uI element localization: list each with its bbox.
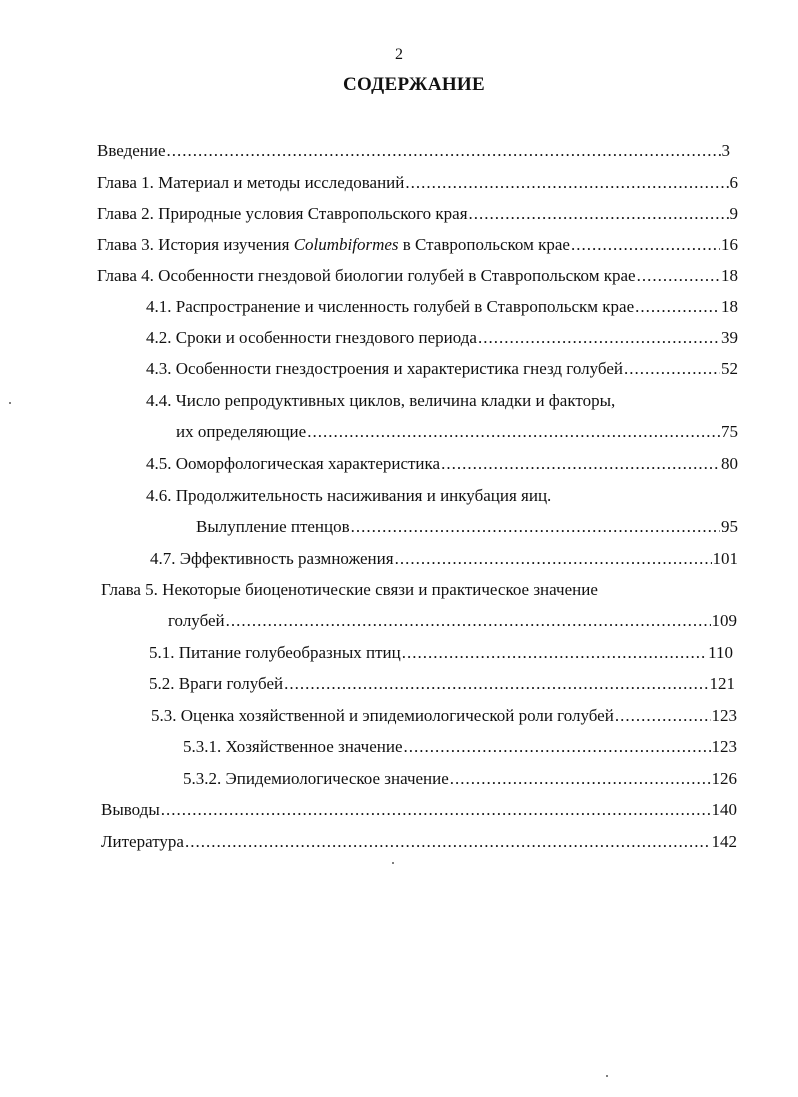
dot-leader	[635, 296, 720, 318]
toc-entry-page: 18	[721, 266, 738, 285]
toc-entry-section-4-4-line-1[interactable]: 4.4. Число репродуктивных циклов, величина кладки и факторы,	[146, 391, 616, 410]
toc-entry-section-5-1[interactable]	[149, 642, 733, 664]
toc-entry-label: их определяющие	[176, 422, 307, 441]
toc-entry-section-4-4[interactable]	[176, 421, 738, 443]
dot-leader	[167, 140, 721, 162]
dot-leader	[441, 453, 720, 475]
toc-entry-label: 4.2. Сроки и особенности гнездового периода	[146, 328, 477, 347]
dot-leader	[284, 673, 708, 695]
toc-entry-label: Выводы	[101, 800, 160, 819]
toc-entry-label: Литература	[101, 832, 184, 851]
dot-leader	[185, 831, 711, 853]
toc-entry-section-5-2[interactable]	[149, 673, 735, 695]
toc-entry-page: 39	[721, 328, 738, 347]
toc-entry-label-pre: Глава 3. История изучения	[97, 235, 294, 254]
toc-entry-label-post: в Ставропольском крае	[398, 235, 570, 254]
scan-speck	[606, 1075, 608, 1077]
toc-entry-page: 80	[721, 454, 738, 473]
toc-entry-label: 4.5. Ооморфологическая характеристика	[146, 454, 441, 473]
toc-entry-page: 140	[711, 800, 737, 819]
toc-entry-section-4-7[interactable]	[150, 548, 738, 570]
toc-entry-section-4-3[interactable]	[146, 358, 738, 380]
toc-entry-label: 4.1. Распространение и численность голубей в Ставропольскм крае	[146, 297, 635, 316]
toc-entry-label: 5.3.1. Хозяйственное значение	[183, 737, 403, 756]
dot-leader	[478, 327, 720, 349]
toc-entry-page: 3	[721, 141, 730, 160]
toc-entry-page: 75	[721, 422, 738, 441]
toc-entry-page: 126	[711, 769, 737, 788]
toc-entry-conclusions[interactable]	[101, 799, 737, 821]
toc-entry-page: 142	[711, 832, 737, 851]
toc-entry-literature[interactable]	[101, 831, 737, 853]
toc-entry-section-4-5[interactable]	[146, 453, 738, 475]
toc-entry-section-5-3-2[interactable]	[183, 768, 737, 790]
toc-entry-label: голубей	[168, 611, 225, 630]
page-number: 2	[395, 46, 403, 63]
taxon-name: Columbiformes	[293, 235, 399, 254]
toc-entry-page: 110	[708, 643, 733, 662]
toc-entry-section-5-3-1[interactable]	[183, 736, 737, 758]
toc-entry-page: 123	[711, 737, 737, 756]
toc-entry-label: 5.3.2. Эпидемиологическое значение	[183, 769, 449, 788]
toc-entry-chapter-5[interactable]	[168, 610, 737, 632]
dot-leader	[226, 610, 711, 632]
toc-entry-page: 9	[729, 204, 738, 223]
toc-entry-page: 101	[712, 549, 738, 568]
toc-entry-chapter-5-line-1[interactable]: Глава 5. Некоторые биоценотические связи и практическое значение	[101, 580, 598, 599]
dot-leader	[307, 421, 720, 443]
toc-entry-label: Введение	[97, 141, 166, 160]
toc-entry-label: Вылупление птенцов	[196, 517, 350, 536]
toc-entry-chapter-3[interactable]	[97, 234, 738, 256]
toc-entry-section-4-2[interactable]	[146, 327, 738, 349]
page-title: СОДЕРЖАНИЕ	[343, 74, 485, 95]
toc-entry-label: Глава 1. Материал и методы исследований	[97, 173, 405, 192]
toc-entry-label: 5.3. Оценка хозяйственной и эпидемиологической роли голубей	[151, 706, 614, 725]
toc-entry-page: 18	[721, 297, 738, 316]
toc-entry-page: 95	[721, 517, 738, 536]
dot-leader	[637, 265, 720, 287]
toc-entry-page: 109	[711, 611, 737, 630]
toc-entry-introduction[interactable]	[97, 140, 730, 162]
dot-leader	[571, 234, 720, 256]
toc-entry-label: 4.3. Особенности гнездостроения и характеристика гнезд голубей	[146, 359, 623, 378]
toc-entry-page: 121	[709, 674, 735, 693]
toc-entry-section-4-1[interactable]	[146, 296, 738, 318]
toc-entry-label: 5.1. Питание голубеобразных птиц	[149, 643, 401, 662]
toc-entry-label: 4.7. Эффективность размножения	[150, 549, 394, 568]
toc-entry-page: 123	[711, 706, 737, 725]
toc-entry-section-4-6[interactable]	[196, 516, 738, 538]
scan-speck	[392, 862, 394, 864]
toc-entry-label: 5.2. Враги голубей	[149, 674, 284, 693]
dot-leader	[450, 768, 711, 790]
dot-leader	[161, 799, 711, 821]
toc-entry-section-4-6-line-1[interactable]: 4.6. Продолжительность насиживания и инкубация яиц.	[146, 486, 552, 505]
scan-speck	[9, 402, 11, 404]
dot-leader	[615, 705, 711, 727]
toc-entry-page: 52	[721, 359, 738, 378]
toc-entry-label: Глава 2. Природные условия Ставропольского края	[97, 204, 468, 223]
dot-leader	[624, 358, 720, 380]
dot-leader	[469, 203, 729, 225]
dot-leader	[405, 172, 728, 194]
toc-entry-label: Глава 4. Особенности гнездовой биологии голубей в Ставропольском крае	[97, 266, 636, 285]
toc-entry-chapter-2[interactable]	[97, 203, 738, 225]
toc-entry-page: 6	[729, 173, 738, 192]
dot-leader	[404, 736, 711, 758]
toc-entry-chapter-4[interactable]	[97, 265, 738, 287]
toc-entry-label	[97, 234, 570, 256]
dot-leader	[395, 548, 712, 570]
dot-leader	[402, 642, 707, 664]
toc-entry-page: 16	[721, 235, 738, 254]
toc-entry-chapter-1[interactable]	[97, 172, 738, 194]
toc-entry-section-5-3[interactable]	[151, 705, 737, 727]
dot-leader	[351, 516, 720, 538]
